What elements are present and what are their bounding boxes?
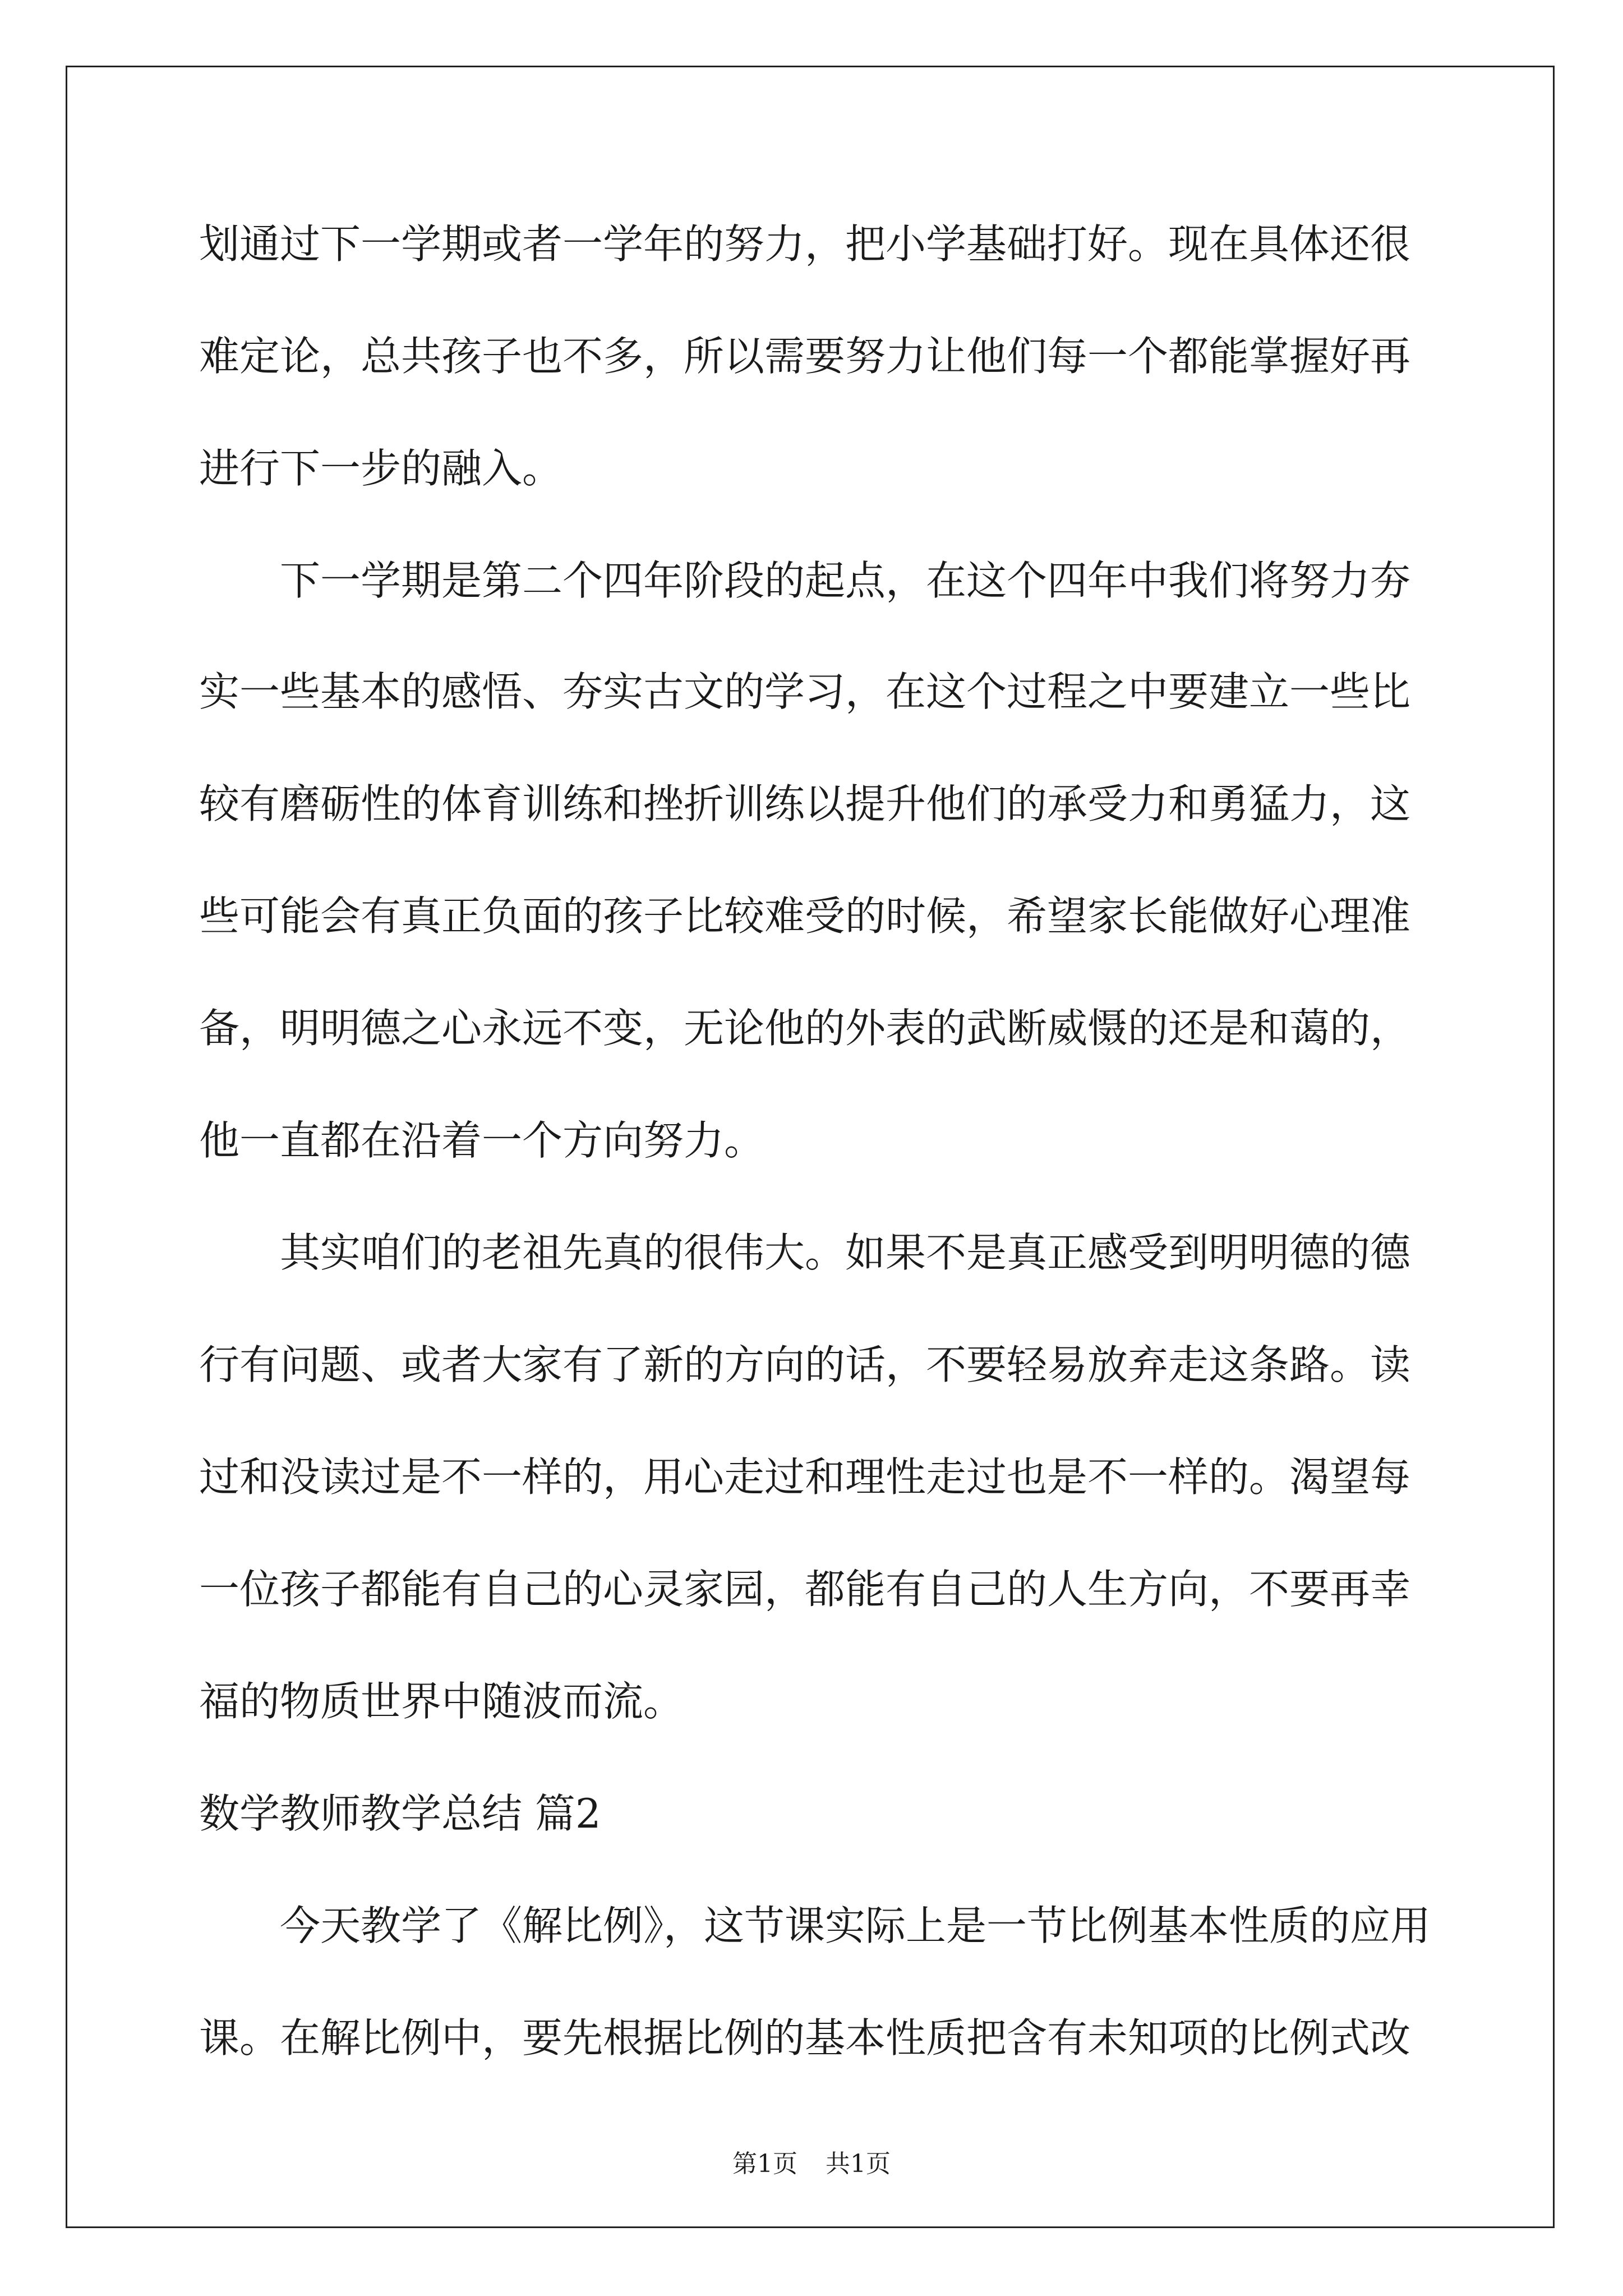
paragraph-line: 一位孩子都能有自己的心灵家园，都能有自己的人生方向，不要再幸 — [199, 1566, 1411, 1613]
paragraph-line: 其实咱们的老祖先真的很伟大。如果不是真正感受到明明德的德 — [199, 1229, 1411, 1276]
paragraph-line: 备，明明德之心永远不变，无论他的外表的武断威慑的还是和蔼的， — [199, 1005, 1411, 1052]
paragraph-line: 课。在解比例中，要先根据比例的基本性质把含有未知项的比例式改 — [199, 2014, 1411, 2062]
paragraph-line: 他一直都在沿着一个方向努力。 — [199, 1117, 765, 1164]
section-heading: 数学教师教学总结 篇2 — [199, 1790, 601, 1837]
paragraph-line: 难定论，总共孩子也不多，所以需要努力让他们每一个都能掌握好再 — [199, 333, 1411, 380]
paragraph-line: 今天教学了《解比例》，这节课实际上是一节比例基本性质的应用 — [199, 1902, 1431, 1949]
paragraph-line: 福的物质世界中随波而流。 — [199, 1678, 684, 1725]
paragraph-line: 些可能会有真正负面的孩子比较难受的时候，希望家长能做好心理准 — [199, 892, 1411, 940]
paragraph-line: 较有磨砺性的体育训练和挫折训练以提升他们的承受力和勇猛力，这 — [199, 780, 1411, 827]
paragraph-line: 下一学期是第二个四年阶段的起点，在这个四年中我们将努力夯 — [199, 557, 1411, 604]
paragraph-line: 过和没读过是不一样的，用心走过和理性走过也是不一样的。渴望每 — [199, 1453, 1411, 1501]
page-footer — [0, 2147, 1623, 2181]
paragraph-line: 实一些基本的感悟、夯实古文的学习，在这个过程之中要建立一些比 — [199, 668, 1411, 715]
paragraph-line: 划通过下一学期或者一学年的努力，把小学基础打好。现在具体还很 — [199, 220, 1411, 268]
paragraph-line: 行有问题、或者大家有了新的方向的话，不要轻易放弃走这条路。读 — [199, 1341, 1411, 1388]
page-number: 第1页 — [732, 2150, 797, 2178]
paragraph-line: 进行下一步的融入。 — [199, 445, 563, 492]
page-total: 共1页 — [826, 2150, 891, 2178]
